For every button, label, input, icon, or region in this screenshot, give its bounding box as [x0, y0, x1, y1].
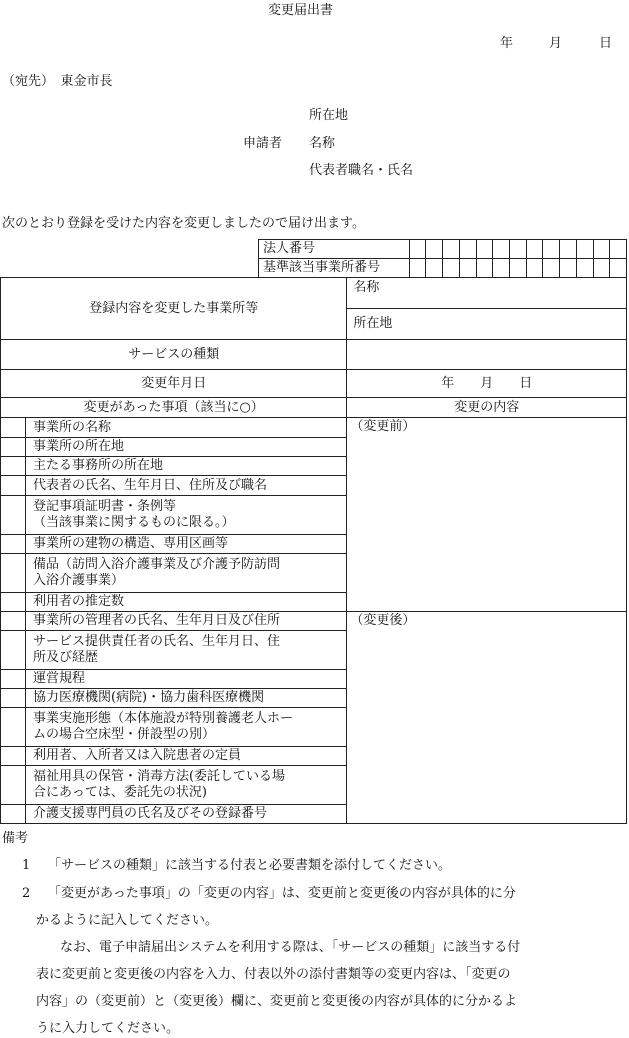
item-text: 登記事項証明書・条例等 [32, 499, 176, 514]
digit-box[interactable] [610, 259, 627, 278]
item-text: 代表者の氏名、生年月日、住所及び職名 [32, 477, 267, 493]
item-text: 入浴介護事業） [32, 573, 124, 588]
digit-box[interactable] [543, 240, 560, 259]
item-text: 事業所の建物の構造、専用区画等 [32, 536, 228, 551]
digit-box[interactable] [593, 240, 610, 259]
check-cell[interactable] [1, 496, 26, 535]
item-text: 事業実施形態（本体施設が特別養護老人ホー [32, 711, 293, 726]
content-header: 変更の内容 [454, 399, 520, 415]
corporate-number-label [259, 240, 356, 259]
items-header-cell [1, 398, 347, 418]
note-3-line-3: 内容」の（変更前）と（変更後）欄に、変更前と変更後の内容が具体的に分かるよ [36, 994, 518, 1009]
note-1-text: 「サービスの種類」に該当する付表と必要書類を添付してください。 [48, 858, 452, 873]
item-text: 利用者、入所者又は入院患者の定員 [32, 748, 241, 763]
check-cell[interactable] [1, 457, 26, 476]
change-date-label: 変更年月日 [141, 375, 207, 391]
date-day: 日 [599, 36, 613, 51]
digit-box[interactable] [509, 259, 526, 278]
change-date-value-cell[interactable] [347, 370, 627, 398]
check-cell[interactable] [1, 631, 26, 670]
note-3-line-4: うに入力してください。 [36, 1021, 180, 1036]
check-cell[interactable] [1, 535, 26, 554]
digit-box[interactable] [560, 259, 577, 278]
digit-box[interactable] [459, 240, 476, 259]
digit-box[interactable] [509, 240, 526, 259]
check-cell[interactable] [1, 612, 26, 631]
digit-box[interactable] [560, 240, 577, 259]
item-cell [25, 418, 346, 438]
addressee: （宛先） 東金市長 [2, 74, 113, 89]
check-cell[interactable] [1, 747, 26, 766]
service-type-value[interactable] [347, 340, 627, 370]
item-cell [25, 805, 346, 824]
item-text: 所及び経歴 [32, 650, 98, 665]
item-text: 運営規程 [32, 671, 85, 686]
item-text: 事業所の所在地 [32, 439, 124, 454]
digit-box[interactable] [543, 259, 560, 278]
before-content-cell[interactable] [347, 418, 627, 612]
item-text: 介護支援専門員の氏名及びその登録番号 [32, 806, 267, 821]
date-month: 月 [549, 36, 563, 51]
content-header-cell [347, 398, 627, 418]
after-label: （変更後） [350, 613, 416, 628]
digit-box[interactable] [593, 259, 610, 278]
office-location-cell[interactable] [347, 309, 627, 340]
digit-box[interactable] [493, 240, 510, 259]
item-text: 主たる事務所の所在地 [32, 458, 163, 473]
item-text: 協力医療機関(病院)・協力歯科医療機関 [32, 690, 265, 705]
note-3-line-1: なお、電子申請届出システムを利用する際は、「サービスの種類」に該当する付 [60, 940, 521, 955]
applicant-name-label: 名称 [309, 136, 336, 151]
item-text: 備品（訪問入浴介護事業及び介護予防訪問 [32, 557, 280, 572]
office-label: 登録内容を変更した事業所等 [89, 300, 259, 316]
item-cell [25, 438, 346, 457]
applicant-address-label: 所在地 [309, 108, 349, 123]
item-cell [25, 476, 346, 496]
digit-box[interactable] [426, 259, 443, 278]
check-cell[interactable] [1, 418, 26, 438]
digit-box[interactable] [476, 240, 493, 259]
note-2-line-2: かるように記入してください。 [36, 913, 219, 928]
item-text: （当該事業に関するものに限る。） [32, 515, 235, 530]
note-2-line-1: 「変更があった事項」の「変更の内容」は、変更前と変更後の内容が具体的に分 [48, 886, 516, 901]
item-cell [25, 689, 346, 708]
intro-text: 次のとおり登録を受けた内容を変更しましたので届け出ます。 [2, 216, 365, 231]
digit-box[interactable] [526, 240, 543, 259]
item-text: ムの場合空床型・併設型の別） [32, 727, 215, 742]
check-cell[interactable] [1, 554, 26, 593]
change-date-label-cell [1, 370, 347, 398]
note-2-number: 2 [22, 886, 31, 901]
item-cell [25, 535, 346, 554]
item-text: サービス提供責任者の氏名、生年月日、住 [32, 634, 280, 649]
item-cell [25, 457, 346, 476]
facility-number-label [259, 259, 410, 278]
digit-box[interactable] [409, 259, 426, 278]
check-cell[interactable] [1, 805, 26, 824]
service-type-label: サービスの種類 [128, 346, 220, 362]
notes-heading: 備考 [2, 831, 29, 846]
digit-box[interactable] [526, 259, 543, 278]
digit-box[interactable] [576, 240, 593, 259]
items-header: 変更があった事項（該当に○） [83, 399, 264, 415]
after-content-cell[interactable] [347, 612, 627, 824]
item-cell [25, 496, 346, 535]
item-cell [25, 631, 346, 670]
check-cell[interactable] [1, 766, 26, 805]
digit-box[interactable] [476, 259, 493, 278]
change-form-table [0, 277, 627, 824]
digit-box[interactable] [610, 240, 627, 259]
digit-box[interactable] [576, 259, 593, 278]
check-cell[interactable] [1, 689, 26, 708]
item-cell [25, 670, 346, 689]
check-cell[interactable] [1, 438, 26, 457]
note-3-line-2: 表に変更前と変更後の内容を入力、付表以外の添付書類等の変更内容は、「変更の [36, 967, 511, 982]
digit-box[interactable] [409, 240, 426, 259]
office-name-cell[interactable] [347, 278, 627, 309]
item-cell [25, 766, 346, 805]
item-text: 利用者の推定数 [32, 594, 124, 609]
service-type-label-cell [1, 340, 347, 370]
change-date-value: 年 月 日 [441, 375, 533, 391]
id-number-table [258, 239, 627, 278]
office-label-cell [1, 278, 347, 340]
digit-box[interactable] [459, 259, 476, 278]
office-location-label: 所在地 [353, 316, 393, 331]
check-cell[interactable] [1, 476, 26, 496]
item-cell [25, 593, 346, 612]
digit-box[interactable] [443, 240, 460, 259]
corporate-number-text: 法人番号 [263, 241, 316, 256]
check-cell[interactable] [1, 708, 26, 747]
item-text: 事業所の名称 [32, 419, 111, 435]
note-1-number: 1 [22, 858, 31, 873]
item-text: 事業所の管理者の氏名、生年月日及び住所 [32, 613, 280, 628]
digit-box[interactable] [493, 259, 510, 278]
item-cell [25, 747, 346, 766]
item-text: 合にあっては、委託先の状況) [32, 785, 207, 800]
document-title: 変更届出書 [268, 3, 334, 18]
check-cell[interactable] [1, 593, 26, 612]
item-cell [25, 554, 346, 593]
before-label: （変更前） [350, 419, 416, 434]
facility-number-text: 基準該当事業所番号 [263, 260, 381, 275]
item-text: 福祉用具の保管・消毒方法(委託している場 [32, 769, 286, 784]
digit-box[interactable] [426, 240, 443, 259]
applicant-rep-label: 代表者職名・氏名 [309, 163, 414, 178]
digit-box[interactable] [443, 259, 460, 278]
office-name-label: 名称 [353, 280, 380, 295]
check-cell[interactable] [1, 670, 26, 689]
date-year: 年 [500, 36, 514, 51]
applicant-label: 申請者 [243, 136, 283, 151]
item-cell [25, 708, 346, 747]
item-cell [25, 612, 346, 631]
